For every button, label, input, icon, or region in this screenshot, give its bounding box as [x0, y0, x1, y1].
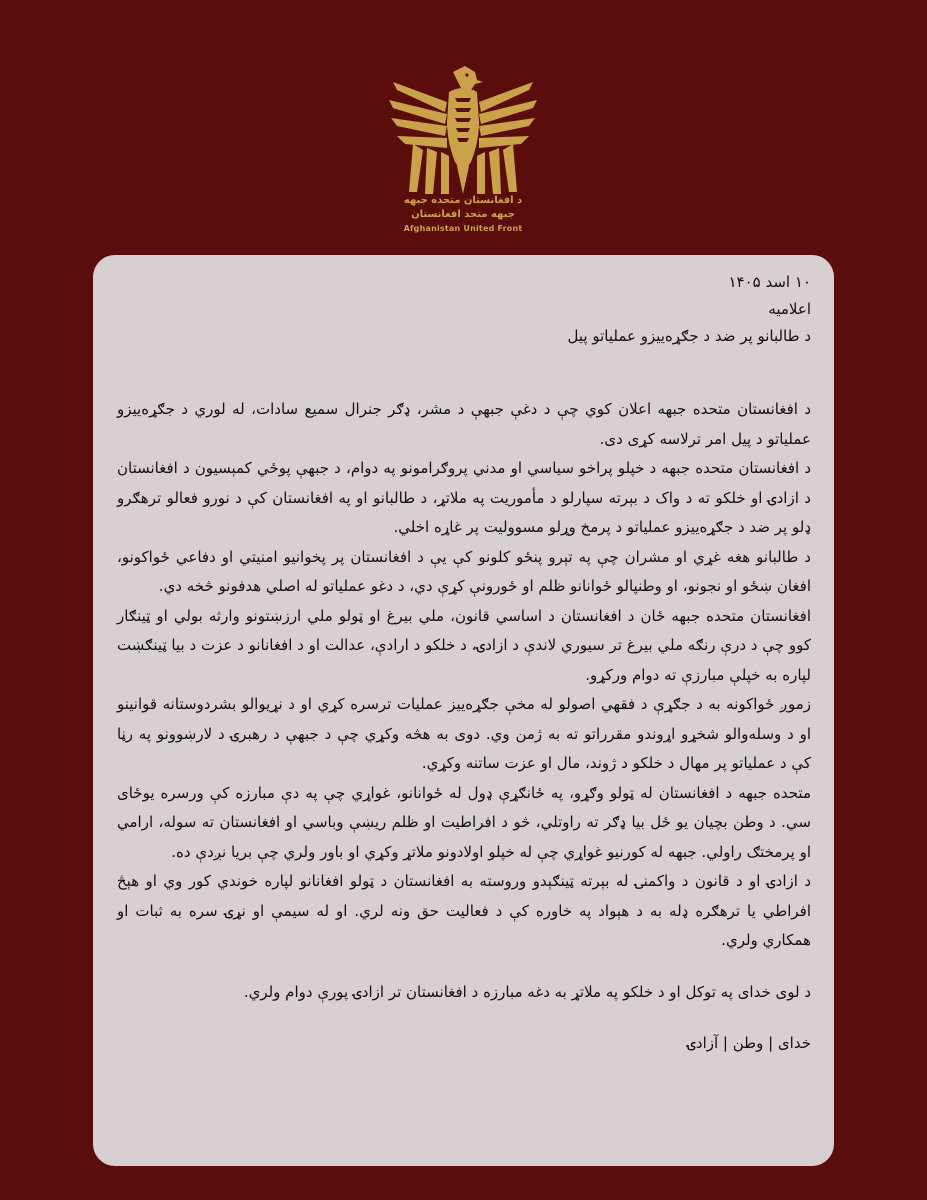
body-paragraph: متحده جبهه د افغانستان له ټولو وګړو، په ځانګړې ډول له ځوانانو، غواړي چې په دې مبارزه کې ورسره یوځای سي. د وطن بچیان یو ځل بیا ډګر ته راوتلي، څو د افراطیت او ظلم ریښې وباسي او افغانستان ته سوله، ارامي او پرمختګ راولي. جبهه له کورنیو غواړي چې له خپلو اولادونو ملاتړ وکړي او باور ولري چې بریا نږدې ده.	[117, 783, 811, 861]
org-name-dari: جبهه متحد افغانستان	[411, 209, 515, 220]
body-paragraph: د ازادۍ او د قانون د واکمنۍ له بېرته ټینګېدو وروسته به افغانستان د ټولو افغانانو لپاره خوندي کور وي او هېڅ افراطي یا ترهګره ډله به د هېواد په خاوره کې د فعالیت حق ونه لري. او له سیمې او نړۍ سره به ثبات او همکاري ولري.	[117, 872, 811, 949]
letter-subject: د طالبانو پر ضد د جګړه‌ییزو عملیاتو پیل	[567, 327, 811, 345]
org-name-pashto: د افغانستان متحده جبهه	[403, 195, 523, 206]
announcement-card	[93, 255, 834, 1166]
body-paragraph: افغانستان متحده جبهه ځان د افغانستان د اساسي قانون، ملي بیرغ او ټولو ملي ارزښتونو وارثه بولي او ټینګار کوو چې د درې رنګه ملي بیرغ تر سیوري لاندې د ازادۍ، د خلکو د ارادې، عدالت او د افغانانو د عزت د بیا ټینګښت لپاره به خپلې مبارزې ته دوام ورکړو.	[117, 606, 811, 684]
body-paragraph: د طالبانو هغه غړي او مشران چې په تېرو پنځو کلونو کې یې د افغانستان پر پخوانیو امنیتي او دفاعي ځواکونو، افغان ښځو او نجونو، او وطنپالو ځوانانو ظلم او ځورونې کړې دي، د دغو عملیاتو له اصلي هدفونو څخه دي.	[117, 547, 811, 595]
letter-body	[117, 395, 811, 956]
eagle-emblem-icon	[383, 62, 543, 197]
announcement-content	[117, 269, 811, 1058]
body-paragraph: د افغانستان متحده جبهه د خپلو پراخو سیاسي او مدني پروګرامونو په دوام، د جبهې پوځي کمېسیون د افغانستان د ازادۍ او خلکو ته د واک د بېرته سپارلو د مأموریت په ملاتړ، د طالبانو او په افغانستان کې د نورو فعالو ترهګرو ډلو پر ضد د جګړه‌ییزو عملیاتو د پرمخ وړلو مسوولیت پر غاړه اخلي.	[117, 459, 811, 536]
org-name-english: Afghanistan United Front	[403, 224, 523, 233]
letter-type: اعلامیه	[768, 300, 811, 318]
org-logo	[383, 62, 543, 242]
body-paragraph: زموږ ځواکونه به د جګړې د فقهي اصولو له مخې جګړه‌ییز عملیات ترسره کړي او د نړیوالو بشردوستانه قوانینو او د وسله‌والو شخړو اړوندو مقرراتو ته به ژمن وي. دوی به هڅه وکړي چې د جبهې د رهبرۍ د لارښوونو په رڼا کې د عملیاتو پر مهال د خلکو د ژوند، مال او عزت ساتنه وکړي.	[117, 695, 811, 772]
letter-date: ۱۰ اسد ۱۴۰۵	[728, 273, 811, 291]
letter-motto: خدای | وطن | آزادۍ	[687, 1033, 811, 1052]
body-paragraph: د افغانستان متحده جبهه اعلان کوي چې د دغې جبهې د مشر، ډګر جنرال سمیع سادات، له لوري د جګړه‌ییزو عملیاتو د پیل امر ترلاسه کړی دی.	[117, 400, 811, 448]
letter-closing: د لوی خدای په توکل او د خلکو په ملاتړ به دغه مبارزه د افغانستان تر ازادۍ پورې دوام ولري.	[243, 982, 811, 1001]
